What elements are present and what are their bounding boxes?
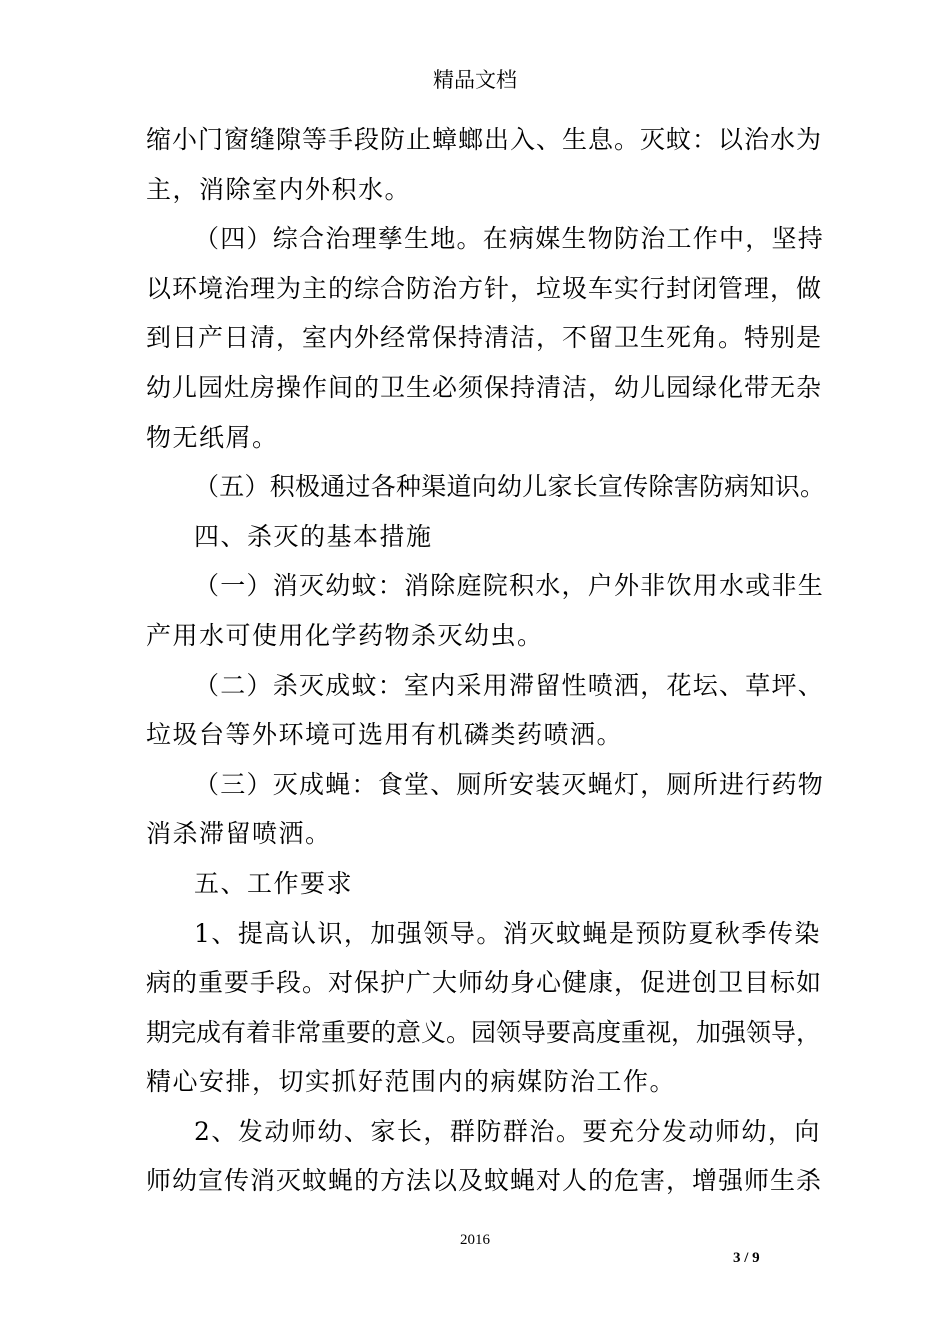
text-line: 以环境治理为主的综合防治方针，垃圾车实行封闭管理，做 [146, 273, 823, 303]
text-line: 期完成有着非常重要的意义。园领导要高度重视，加强领导， [146, 1017, 822, 1047]
text-line: 消杀滞留喷洒。 [146, 819, 332, 849]
text-line: （二）杀灭成蚊：室内采用滞留性喷洒，花坛、草坪、 [194, 670, 825, 700]
text-line: 师幼宣传消灭蚊蝇的方法以及蚊蝇对人的危害，增强师生杀 [146, 1166, 823, 1196]
text-line: 产用水可使用化学药物杀灭幼虫。 [146, 620, 544, 650]
text-line: 主，消除室内外积水。 [146, 174, 412, 204]
text-line: 1、提高认识，加强领导。消灭蚊蝇是预防夏秋季传染 [194, 918, 821, 948]
text-line: 物无纸屑。 [146, 422, 279, 452]
text-line: 2、发动师幼、家长，群防群治。要充分发动师幼，向 [194, 1116, 821, 1146]
text-line: 五、工作要求 [194, 868, 354, 898]
text-line: （五）积极通过各种渠道向幼儿家长宣传除害防病知识。 [194, 472, 826, 502]
text-line: 病的重要手段。对保护广大师幼身心健康，促进创卫目标如 [146, 968, 823, 998]
text-line: 垃圾台等外环境可选用有机磷类药喷洒。 [146, 720, 624, 750]
footer-year: 2016 [460, 1232, 490, 1248]
text-line: 幼儿园灶房操作间的卫生必须保持清洁，幼儿园绿化带无杂 [146, 372, 823, 402]
text-line: 精心安排，切实抓好范围内的病媒防治工作。 [146, 1067, 677, 1097]
text-line: （三）灭成蝇：食堂、厕所安装灭蝇灯，厕所进行药物 [194, 769, 825, 799]
text-line: 缩小门窗缝隙等手段防止蟑螂出入、生息。灭蚊：以治水为 [146, 125, 823, 154]
page-number: 3 / 9 [733, 1250, 760, 1266]
text-line: 四、杀灭的基本措施 [194, 521, 433, 551]
text-line: （一）消灭幼蚊：消除庭院积水，户外非饮用水或非生 [194, 571, 825, 601]
text-line: 到日产日清，室内外经常保持清洁，不留卫生死角。特别是 [146, 323, 823, 353]
document-body [146, 115, 826, 1206]
page-header-title: 精品文档 [433, 68, 517, 92]
text-line: （四）综合治理孳生地。在病媒生物防治工作中，坚持 [194, 224, 825, 254]
